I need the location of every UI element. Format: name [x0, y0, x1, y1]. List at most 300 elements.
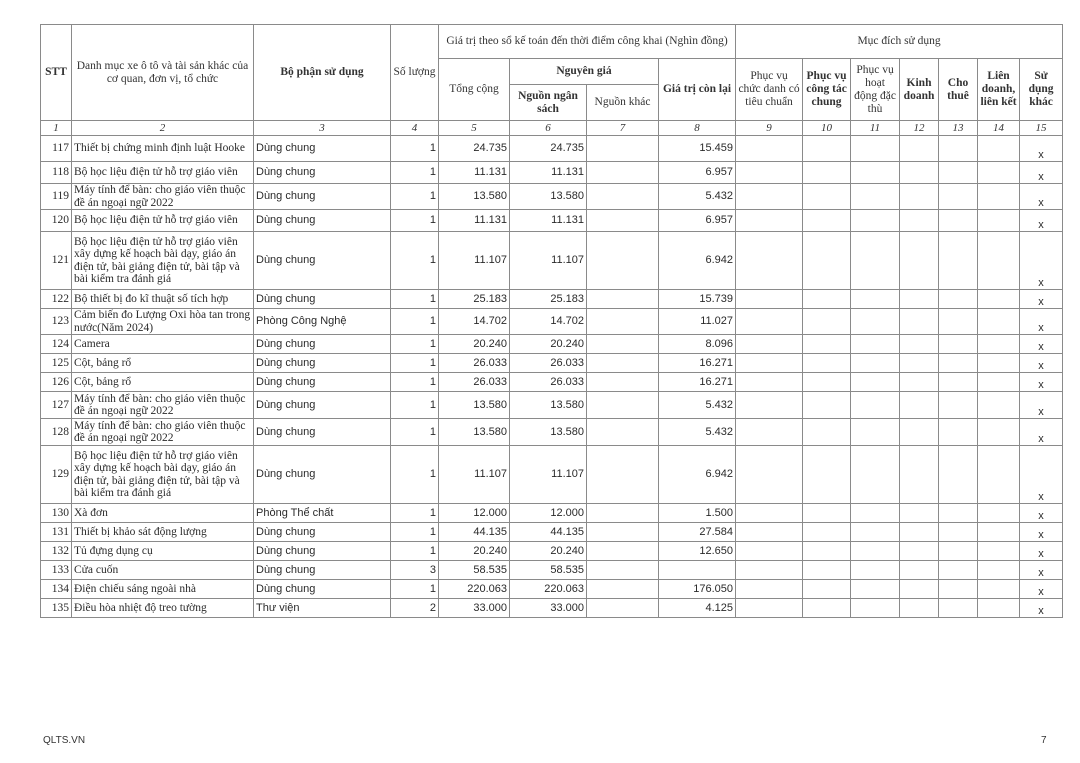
cell-empty — [736, 210, 803, 232]
cell-empty — [851, 580, 900, 599]
cell-qty: 3 — [391, 561, 439, 580]
table-row — [41, 162, 1063, 184]
cell-empty — [587, 373, 659, 392]
cell-empty — [803, 184, 851, 210]
cell-empty — [900, 504, 939, 523]
cell-other: x — [1020, 542, 1063, 561]
cell-budget: 33.000 — [510, 599, 587, 618]
col-num: 1 — [41, 121, 72, 136]
cell-budget: 220.063 — [510, 580, 587, 599]
cell-total: 33.000 — [439, 599, 510, 618]
cell-empty — [803, 162, 851, 184]
cell-stt: 120 — [41, 210, 72, 232]
cell-stt: 117 — [41, 136, 72, 162]
cell-remaining: 16.271 — [659, 373, 736, 392]
cell-empty — [851, 210, 900, 232]
cell-empty — [736, 354, 803, 373]
cell-empty — [939, 136, 978, 162]
cell-stt: 121 — [41, 232, 72, 290]
cell-name: Máy tính để bàn: cho giáo viên thuộc đề án ngoại ngữ 2022 — [72, 392, 254, 419]
cell-total: 58.535 — [439, 561, 510, 580]
cell-dept: Dùng chung — [254, 162, 391, 184]
cell-budget: 44.135 — [510, 523, 587, 542]
table-row — [41, 523, 1063, 542]
cell-empty — [736, 419, 803, 446]
cell-empty — [587, 392, 659, 419]
cell-budget: 11.107 — [510, 446, 587, 504]
cell-empty — [900, 419, 939, 446]
cell-empty — [736, 561, 803, 580]
table-row — [41, 561, 1063, 580]
col-num: 13 — [939, 121, 978, 136]
cell-name: Xà đơn — [72, 504, 254, 523]
cell-empty — [587, 599, 659, 618]
cell-empty — [851, 136, 900, 162]
cell-total: 44.135 — [439, 523, 510, 542]
cell-total: 13.580 — [439, 419, 510, 446]
cell-stt: 128 — [41, 419, 72, 446]
cell-empty — [900, 523, 939, 542]
cell-name: Cột, bảng rổ — [72, 354, 254, 373]
header-remaining: Giá trị còn lại — [659, 59, 736, 121]
cell-other: x — [1020, 290, 1063, 309]
cell-empty — [736, 392, 803, 419]
cell-other: x — [1020, 162, 1063, 184]
cell-other: x — [1020, 136, 1063, 162]
table-row — [41, 232, 1063, 290]
cell-dept: Phòng Thể chất — [254, 504, 391, 523]
cell-qty: 1 — [391, 290, 439, 309]
cell-empty — [803, 232, 851, 290]
cell-remaining: 6.957 — [659, 162, 736, 184]
cell-other: x — [1020, 354, 1063, 373]
cell-remaining: 5.432 — [659, 392, 736, 419]
cell-empty — [803, 136, 851, 162]
col-num: 2 — [72, 121, 254, 136]
cell-stt: 119 — [41, 184, 72, 210]
cell-total: 26.033 — [439, 373, 510, 392]
cell-budget: 58.535 — [510, 561, 587, 580]
cell-empty — [900, 446, 939, 504]
header-p10: Phục vụ công tác chung — [803, 59, 851, 121]
cell-dept: Dùng chung — [254, 354, 391, 373]
cell-stt: 124 — [41, 335, 72, 354]
cell-empty — [587, 561, 659, 580]
cell-empty — [900, 184, 939, 210]
cell-empty — [587, 290, 659, 309]
cell-empty — [587, 335, 659, 354]
cell-name: Bộ học liệu điện tử hỗ trợ giáo viên — [72, 162, 254, 184]
table-row — [41, 599, 1063, 618]
cell-empty — [978, 136, 1020, 162]
cell-remaining: 6.942 — [659, 232, 736, 290]
cell-empty — [587, 446, 659, 504]
cell-empty — [978, 580, 1020, 599]
cell-dept: Dùng chung — [254, 136, 391, 162]
cell-total: 11.131 — [439, 210, 510, 232]
header-p14: Liên doanh, liên kết — [978, 59, 1020, 121]
col-num: 14 — [978, 121, 1020, 136]
cell-empty — [851, 335, 900, 354]
cell-remaining: 5.432 — [659, 419, 736, 446]
cell-empty — [803, 392, 851, 419]
table-row — [41, 184, 1063, 210]
cell-empty — [851, 446, 900, 504]
table-row — [41, 446, 1063, 504]
cell-qty: 1 — [391, 184, 439, 210]
table-row — [41, 580, 1063, 599]
cell-empty — [939, 392, 978, 419]
header-stt: STT — [41, 25, 72, 121]
cell-budget: 20.240 — [510, 335, 587, 354]
cell-other: x — [1020, 580, 1063, 599]
cell-empty — [900, 392, 939, 419]
cell-empty — [803, 523, 851, 542]
cell-total: 220.063 — [439, 580, 510, 599]
cell-budget: 11.107 — [510, 232, 587, 290]
cell-name: Điện chiếu sáng ngoài nhà — [72, 580, 254, 599]
cell-empty — [803, 446, 851, 504]
col-num: 7 — [587, 121, 659, 136]
cell-qty: 2 — [391, 599, 439, 618]
cell-total: 20.240 — [439, 542, 510, 561]
cell-empty — [978, 523, 1020, 542]
cell-total: 11.107 — [439, 446, 510, 504]
cell-empty — [587, 523, 659, 542]
table-body — [41, 136, 1063, 618]
cell-empty — [851, 309, 900, 335]
cell-empty — [587, 580, 659, 599]
col-num: 11 — [851, 121, 900, 136]
cell-other: x — [1020, 523, 1063, 542]
cell-budget: 26.033 — [510, 373, 587, 392]
cell-empty — [803, 580, 851, 599]
cell-empty — [851, 354, 900, 373]
cell-remaining: 15.739 — [659, 290, 736, 309]
table-row — [41, 309, 1063, 335]
cell-name: Thiết bị chứng minh định luật Hooke — [72, 136, 254, 162]
cell-empty — [978, 309, 1020, 335]
cell-empty — [939, 210, 978, 232]
cell-remaining: 1.500 — [659, 504, 736, 523]
cell-empty — [978, 210, 1020, 232]
header-name: Danh mục xe ô tô và tài sản khác của cơ quan, đơn vị, tổ chức — [72, 25, 254, 121]
header-total: Tổng cộng — [439, 59, 510, 121]
cell-empty — [587, 419, 659, 446]
cell-name: Camera — [72, 335, 254, 354]
cell-budget: 13.580 — [510, 419, 587, 446]
header-department: Bộ phận sử dụng — [254, 25, 391, 121]
cell-empty — [900, 290, 939, 309]
cell-empty — [939, 504, 978, 523]
cell-empty — [851, 232, 900, 290]
cell-empty — [736, 446, 803, 504]
cell-qty: 1 — [391, 542, 439, 561]
cell-empty — [587, 309, 659, 335]
cell-empty — [939, 373, 978, 392]
cell-dept: Dùng chung — [254, 184, 391, 210]
col-num: 12 — [900, 121, 939, 136]
table-row — [41, 290, 1063, 309]
cell-dept: Dùng chung — [254, 210, 391, 232]
cell-other: x — [1020, 335, 1063, 354]
cell-dept: Dùng chung — [254, 542, 391, 561]
cell-remaining: 176.050 — [659, 580, 736, 599]
cell-empty — [736, 290, 803, 309]
cell-total: 12.000 — [439, 504, 510, 523]
cell-remaining: 4.125 — [659, 599, 736, 618]
header-p9: Phục vụ chức danh có tiêu chuẩn — [736, 59, 803, 121]
cell-stt: 132 — [41, 542, 72, 561]
table-row — [41, 354, 1063, 373]
cell-empty — [803, 373, 851, 392]
cell-stt: 131 — [41, 523, 72, 542]
cell-qty: 1 — [391, 523, 439, 542]
cell-budget: 12.000 — [510, 504, 587, 523]
cell-qty: 1 — [391, 309, 439, 335]
table-row — [41, 335, 1063, 354]
cell-empty — [978, 504, 1020, 523]
cell-total: 13.580 — [439, 392, 510, 419]
footer-brand: QLTS.VN — [43, 735, 86, 746]
col-num: 4 — [391, 121, 439, 136]
cell-empty — [939, 335, 978, 354]
cell-remaining: 5.432 — [659, 184, 736, 210]
cell-stt: 130 — [41, 504, 72, 523]
cell-name: Máy tính để bàn: cho giáo viên thuộc đề án ngoại ngữ 2022 — [72, 184, 254, 210]
table-row — [41, 373, 1063, 392]
cell-remaining: 6.942 — [659, 446, 736, 504]
cell-empty — [851, 542, 900, 561]
cell-empty — [587, 542, 659, 561]
cell-remaining: 15.459 — [659, 136, 736, 162]
cell-qty: 1 — [391, 419, 439, 446]
cell-stt: 129 — [41, 446, 72, 504]
cell-qty: 1 — [391, 162, 439, 184]
cell-name: Cửa cuốn — [72, 561, 254, 580]
cell-empty — [803, 210, 851, 232]
cell-empty — [939, 354, 978, 373]
header-p15: Sử dụng khác — [1020, 59, 1063, 121]
cell-empty — [736, 232, 803, 290]
cell-remaining: 16.271 — [659, 354, 736, 373]
cell-empty — [900, 335, 939, 354]
cell-budget: 25.183 — [510, 290, 587, 309]
cell-qty: 1 — [391, 580, 439, 599]
cell-empty — [978, 184, 1020, 210]
cell-remaining: 6.957 — [659, 210, 736, 232]
cell-other: x — [1020, 232, 1063, 290]
cell-empty — [803, 354, 851, 373]
cell-empty — [803, 335, 851, 354]
cell-total: 26.033 — [439, 354, 510, 373]
cell-empty — [900, 210, 939, 232]
header-p11: Phục vụ hoạt động đặc thù — [851, 59, 900, 121]
cell-dept: Phòng Công Nghệ — [254, 309, 391, 335]
cell-empty — [587, 354, 659, 373]
cell-other: x — [1020, 504, 1063, 523]
cell-other: x — [1020, 392, 1063, 419]
cell-other: x — [1020, 419, 1063, 446]
cell-empty — [803, 599, 851, 618]
cell-qty: 1 — [391, 354, 439, 373]
table-row — [41, 392, 1063, 419]
cell-empty — [803, 542, 851, 561]
table-row — [41, 419, 1063, 446]
cell-stt: 133 — [41, 561, 72, 580]
cell-empty — [851, 373, 900, 392]
cell-empty — [939, 232, 978, 290]
cell-stt: 123 — [41, 309, 72, 335]
cell-dept: Thư viện — [254, 599, 391, 618]
cell-empty — [978, 162, 1020, 184]
cell-dept: Dùng chung — [254, 373, 391, 392]
cell-qty: 1 — [391, 392, 439, 419]
cell-dept: Dùng chung — [254, 446, 391, 504]
cell-total: 20.240 — [439, 335, 510, 354]
cell-empty — [803, 290, 851, 309]
col-num: 10 — [803, 121, 851, 136]
cell-empty — [736, 335, 803, 354]
cell-budget: 14.702 — [510, 309, 587, 335]
cell-name: Tủ đựng dụng cụ — [72, 542, 254, 561]
cell-empty — [851, 290, 900, 309]
cell-budget: 24.735 — [510, 136, 587, 162]
cell-stt: 125 — [41, 354, 72, 373]
cell-empty — [736, 504, 803, 523]
cell-budget: 13.580 — [510, 184, 587, 210]
cell-total: 14.702 — [439, 309, 510, 335]
cell-qty: 1 — [391, 136, 439, 162]
header-value-group: Giá trị theo sổ kế toán đến thời điểm công khai (Nghìn đồng) — [439, 25, 736, 59]
cell-empty — [978, 290, 1020, 309]
cell-empty — [736, 162, 803, 184]
cell-dept: Dùng chung — [254, 232, 391, 290]
header-quantity: Số lượng — [391, 25, 439, 121]
cell-empty — [939, 599, 978, 618]
cell-empty — [939, 290, 978, 309]
cell-empty — [803, 419, 851, 446]
cell-stt: 127 — [41, 392, 72, 419]
cell-remaining: 11.027 — [659, 309, 736, 335]
col-num: 5 — [439, 121, 510, 136]
cell-empty — [900, 136, 939, 162]
cell-empty — [978, 446, 1020, 504]
cell-dept: Dùng chung — [254, 580, 391, 599]
cell-dept: Dùng chung — [254, 523, 391, 542]
header-purpose-group: Mục đích sử dụng — [736, 25, 1063, 59]
cell-empty — [900, 232, 939, 290]
cell-empty — [736, 599, 803, 618]
cell-budget: 11.131 — [510, 210, 587, 232]
cell-empty — [851, 162, 900, 184]
cell-empty — [736, 523, 803, 542]
table-row — [41, 542, 1063, 561]
cell-empty — [851, 504, 900, 523]
cell-empty — [736, 184, 803, 210]
cell-remaining: 12.650 — [659, 542, 736, 561]
cell-qty: 1 — [391, 504, 439, 523]
asset-table — [40, 24, 1063, 618]
cell-empty — [900, 580, 939, 599]
cell-total: 25.183 — [439, 290, 510, 309]
cell-stt: 118 — [41, 162, 72, 184]
cell-empty — [587, 232, 659, 290]
cell-empty — [900, 373, 939, 392]
cell-empty — [900, 354, 939, 373]
cell-empty — [978, 392, 1020, 419]
cell-other: x — [1020, 561, 1063, 580]
cell-remaining: 8.096 — [659, 335, 736, 354]
cell-empty — [851, 392, 900, 419]
cell-dept: Dùng chung — [254, 419, 391, 446]
cell-stt: 122 — [41, 290, 72, 309]
cell-empty — [851, 599, 900, 618]
cell-qty: 1 — [391, 210, 439, 232]
cell-empty — [978, 354, 1020, 373]
table-header — [41, 25, 1063, 136]
cell-remaining — [659, 561, 736, 580]
col-num: 15 — [1020, 121, 1063, 136]
cell-empty — [978, 419, 1020, 446]
cell-other: x — [1020, 210, 1063, 232]
col-num: 3 — [254, 121, 391, 136]
cell-budget: 13.580 — [510, 392, 587, 419]
cell-qty: 1 — [391, 335, 439, 354]
cell-empty — [587, 504, 659, 523]
cell-empty — [736, 580, 803, 599]
cell-empty — [939, 309, 978, 335]
cell-qty: 1 — [391, 232, 439, 290]
cell-name: Cảm biến đo Lượng Oxi hòa tan trong nước(Năm 2024) — [72, 309, 254, 335]
cell-name: Máy tính để bàn: cho giáo viên thuộc đề án ngoại ngữ 2022 — [72, 419, 254, 446]
cell-empty — [939, 162, 978, 184]
cell-stt: 135 — [41, 599, 72, 618]
table-row — [41, 504, 1063, 523]
cell-empty — [939, 580, 978, 599]
cell-empty — [736, 136, 803, 162]
cell-other: x — [1020, 446, 1063, 504]
cell-name: Bộ thiết bị đo kĩ thuật số tích hợp — [72, 290, 254, 309]
col-num: 6 — [510, 121, 587, 136]
cell-empty — [900, 599, 939, 618]
cell-total: 24.735 — [439, 136, 510, 162]
cell-name: Thiết bị khảo sát động lượng — [72, 523, 254, 542]
cell-empty — [587, 210, 659, 232]
cell-other: x — [1020, 184, 1063, 210]
header-p12: Kinh doanh — [900, 59, 939, 121]
cell-name: Cột, bảng rổ — [72, 373, 254, 392]
cell-empty — [851, 184, 900, 210]
cell-empty — [939, 446, 978, 504]
cell-empty — [851, 523, 900, 542]
cell-stt: 134 — [41, 580, 72, 599]
cell-budget: 26.033 — [510, 354, 587, 373]
page-number: 7 — [1041, 735, 1047, 746]
cell-total: 11.131 — [439, 162, 510, 184]
cell-empty — [939, 561, 978, 580]
cell-total: 11.107 — [439, 232, 510, 290]
header-other-source: Nguồn khác — [587, 85, 659, 121]
cell-empty — [736, 542, 803, 561]
column-number-row — [41, 121, 1063, 136]
cell-dept: Dùng chung — [254, 392, 391, 419]
cell-empty — [978, 561, 1020, 580]
cell-qty: 1 — [391, 446, 439, 504]
cell-empty — [978, 373, 1020, 392]
cell-name: Bộ học liệu điện tử hỗ trợ giáo viên — [72, 210, 254, 232]
cell-empty — [900, 162, 939, 184]
